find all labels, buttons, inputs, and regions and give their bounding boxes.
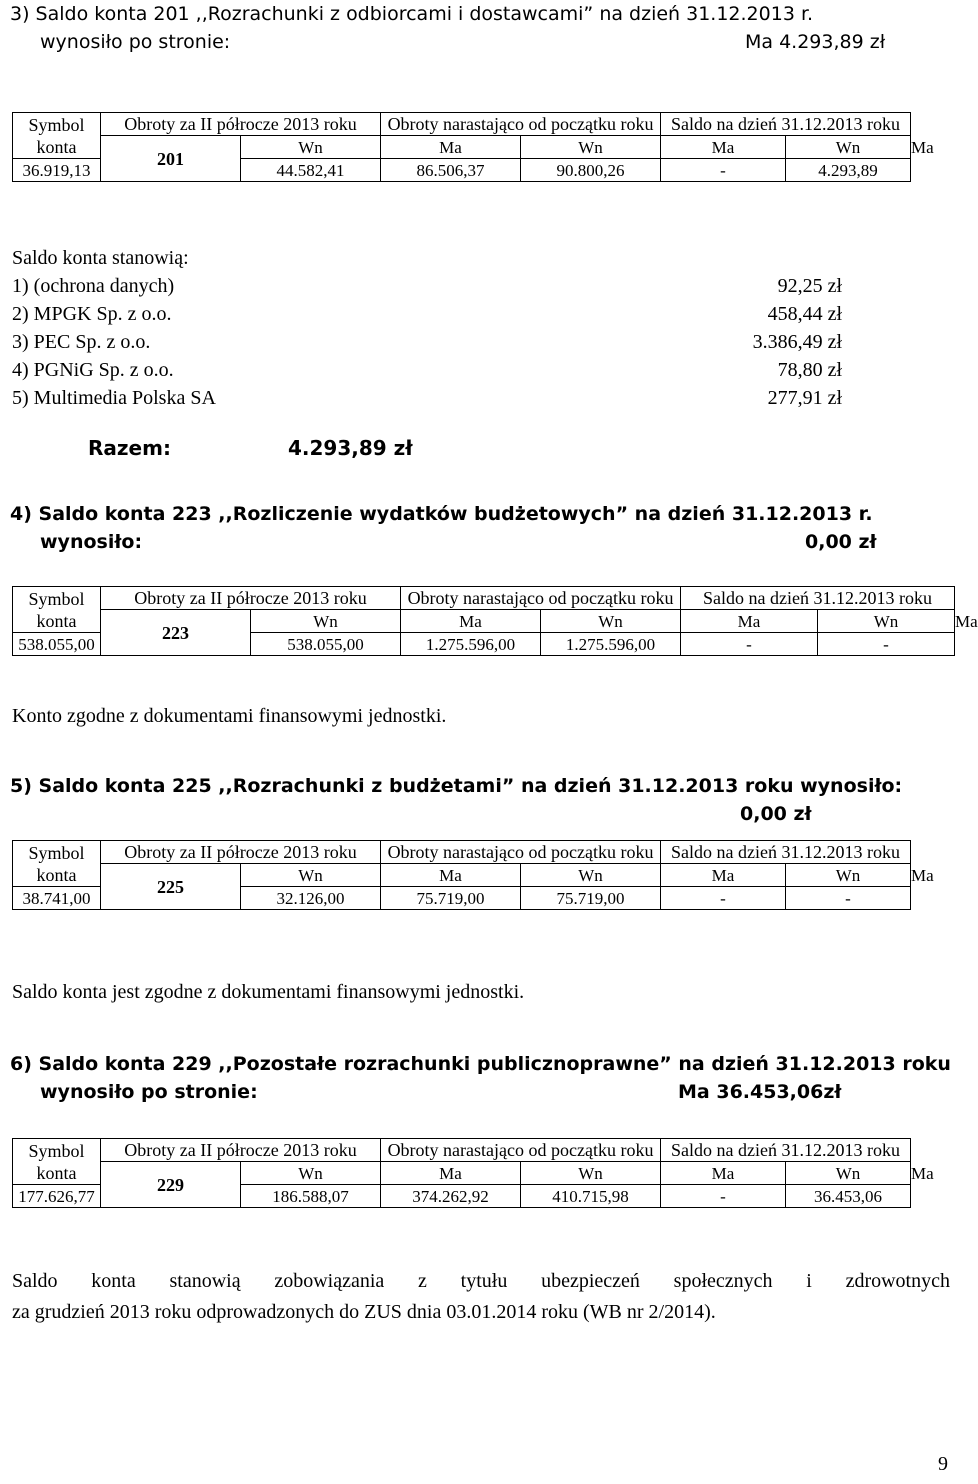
sub-header-ma: Ma	[381, 1162, 521, 1185]
sub-header-wn: Wn	[818, 610, 955, 633]
table-account-223: Symbol konta Obroty za II półrocze 2013 roku Obroty narastająco od początku roku Saldo na dzień 31.12.2013 roku 223 Wn Ma Wn Ma Wn Ma 538.055,00 538.055,00 1.275.596,00 1.275.596,00 - -	[12, 586, 955, 656]
section-6-heading-line2	[10, 1078, 950, 1106]
section-4-heading-right: 0,00 zł	[805, 531, 877, 553]
list-item-amount: 458,44 zł	[767, 303, 842, 325]
sub-header-wn: Wn	[521, 864, 661, 887]
value-cell: -	[786, 887, 911, 910]
table-account-201: Symbol konta Obroty za II półrocze 2013 roku Obroty narastająco od początku roku Saldo na dzień 31.12.2013 roku 201 Wn Ma Wn Ma Wn Ma 36.919,13 44.582,41 86.506,37 90.800,26 - 4.293,89	[12, 112, 911, 182]
value-cell: -	[818, 633, 955, 656]
section-6-heading-right: Ma 36.453,06zł	[678, 1081, 842, 1103]
table-account-229: Symbol konta Obroty za II półrocze 2013 roku Obroty narastająco od początku roku Saldo na dzień 31.12.2013 roku 229 Wn Ma Wn Ma Wn Ma 177.626,77 186.588,07 374.262,92 410.715,98 - 36.453,06	[12, 1138, 911, 1208]
list-item-amount: 3.386,49 zł	[752, 331, 842, 353]
sub-header-wn: Wn	[521, 136, 661, 159]
value-cell: 186.588,07	[241, 1185, 381, 1208]
sub-header-ma: Ma	[661, 864, 786, 887]
list-item-name: 1) (ochrona danych)	[12, 275, 175, 297]
section-3-heading: 3) Saldo konta 201 ,,Rozrachunki z odbiorcami i dostawcami” na dzień 31.12.2013 r.	[10, 3, 814, 25]
section-4-note: Konto zgodne z dokumentami finansowymi jednostki.	[12, 705, 447, 727]
list-item-amount: 78,80 zł	[777, 359, 842, 381]
table-account-225: Symbol konta Obroty za II półrocze 2013 roku Obroty narastająco od początku roku Saldo na dzień 31.12.2013 roku 225 Wn Ma Wn Ma Wn Ma 38.741,00 32.126,00 75.719,00 75.719,00 - -	[12, 840, 911, 910]
value-cell: 75.719,00	[381, 887, 521, 910]
list-item-name: 5) Multimedia Polska SA	[12, 387, 216, 409]
saldo-intro: Saldo konta stanowią:	[12, 247, 189, 269]
list-item-name: 2) MPGK Sp. z o.o.	[12, 303, 172, 325]
list-item-amount: 92,25 zł	[777, 275, 842, 297]
sub-header-ma: Ma	[401, 610, 541, 633]
col-group-obroty-narastajaco: Obroty narastająco od początku roku	[401, 587, 681, 610]
col-group-saldo: Saldo na dzień 31.12.2013 roku	[681, 587, 955, 610]
value-cell: 538.055,00	[251, 633, 401, 656]
value-cell: 4.293,89	[786, 159, 911, 182]
sub-header-wn: Wn	[786, 136, 911, 159]
section-4-heading-line2	[10, 528, 950, 556]
list-item-name: 4) PGNiG Sp. z o.o.	[12, 359, 174, 381]
value-cell: 32.126,00	[241, 887, 381, 910]
section-5-note: Saldo konta jest zgodne z dokumentami finansowymi jednostki.	[12, 981, 525, 1003]
value-cell: 538.055,00	[13, 633, 101, 656]
section-4-heading: 4) Saldo konta 223 ,,Rozliczenie wydatków budżetowych” na dzień 31.12.2013 r.	[10, 503, 873, 525]
symbol-konta-header: Symbol konta	[13, 841, 101, 887]
value-cell: 177.626,77	[13, 1185, 101, 1208]
section-5-heading-line2	[10, 800, 950, 828]
section-5	[10, 772, 950, 828]
value-cell: 374.262,92	[381, 1185, 521, 1208]
section-3	[10, 0, 950, 56]
page-number: 9	[938, 1453, 948, 1475]
col-group-obroty-polrocze: Obroty za II półrocze 2013 roku	[101, 1139, 381, 1162]
sub-header-wn: Wn	[241, 1162, 381, 1185]
sub-header-ma: Ma	[381, 136, 521, 159]
col-group-obroty-polrocze: Obroty za II półrocze 2013 roku	[101, 587, 401, 610]
section-6-note-line2: za grudzień 2013 roku odprowadzonych do ZUS dnia 03.01.2014 roku (WB nr 2/2014).	[12, 1301, 716, 1323]
value-cell: -	[661, 1185, 786, 1208]
value-cell: -	[681, 633, 818, 656]
section-3-heading-line2	[10, 28, 950, 56]
section-5-heading-right: 0,00 zł	[740, 803, 812, 825]
value-cell: 410.715,98	[521, 1185, 661, 1208]
section-6-heading: 6) Saldo konta 229 ,,Pozostałe rozrachunki publicznoprawne” na dzień 31.12.2013 roku	[10, 1053, 951, 1075]
value-cell: 1.275.596,00	[401, 633, 541, 656]
value-cell: 86.506,37	[381, 159, 521, 182]
section-5-heading: 5) Saldo konta 225 ,,Rozrachunki z budżetami” na dzień 31.12.2013 roku wynosiło:	[10, 775, 903, 797]
col-group-obroty-narastajaco: Obroty narastająco od początku roku	[381, 1139, 661, 1162]
account-number: 201	[101, 136, 241, 182]
sub-header-wn: Wn	[541, 610, 681, 633]
section-3-heading-left: wynosiło po stronie:	[40, 31, 231, 53]
razem-label: Razem:	[88, 436, 171, 460]
sub-header-wn: Wn	[251, 610, 401, 633]
col-group-obroty-narastajaco: Obroty narastająco od początku roku	[381, 113, 661, 136]
value-cell: 44.582,41	[241, 159, 381, 182]
account-number: 225	[101, 864, 241, 910]
sub-header-wn: Wn	[241, 136, 381, 159]
list-item	[12, 272, 872, 300]
list-item-name: 3) PEC Sp. z o.o.	[12, 331, 151, 353]
list-item-amount: 277,91 zł	[767, 387, 842, 409]
symbol-konta-header: Symbol konta	[13, 113, 101, 159]
value-cell: 38.741,00	[13, 887, 101, 910]
value-cell: 36.453,06	[786, 1185, 911, 1208]
sub-header-wn: Wn	[786, 864, 911, 887]
value-cell: 90.800,26	[521, 159, 661, 182]
value-cell: 75.719,00	[521, 887, 661, 910]
symbol-konta-header: Symbol konta	[13, 1139, 101, 1185]
razem-value: 4.293,89 zł	[288, 436, 413, 460]
section-6	[10, 1050, 950, 1106]
list-item	[12, 384, 872, 412]
list-item	[12, 300, 872, 328]
section-4-heading-left: wynosiło:	[40, 531, 143, 553]
value-cell: -	[661, 159, 786, 182]
col-group-saldo: Saldo na dzień 31.12.2013 roku	[661, 113, 911, 136]
list-item	[12, 328, 872, 356]
col-group-obroty-narastajaco: Obroty narastająco od początku roku	[381, 841, 661, 864]
list-item	[12, 356, 872, 384]
col-group-obroty-polrocze: Obroty za II półrocze 2013 roku	[101, 113, 381, 136]
section-6-heading-left: wynosiło po stronie:	[40, 1081, 258, 1103]
sub-header-ma: Ma	[661, 1162, 786, 1185]
col-group-saldo: Saldo na dzień 31.12.2013 roku	[661, 841, 911, 864]
sub-header-ma: Ma	[661, 136, 786, 159]
section-4	[10, 500, 950, 556]
account-number: 229	[101, 1162, 241, 1208]
section-6-note-line1: Saldo konta stanowią zobowiązania z tytułu ubezpieczeń społecznych i zdrowotnych	[12, 1270, 950, 1292]
col-group-saldo: Saldo na dzień 31.12.2013 roku	[661, 1139, 911, 1162]
sub-header-wn: Wn	[241, 864, 381, 887]
symbol-konta-header: Symbol konta	[13, 587, 101, 633]
sub-header-wn: Wn	[521, 1162, 661, 1185]
value-cell: 1.275.596,00	[541, 633, 681, 656]
account-number: 223	[101, 610, 251, 656]
col-group-obroty-polrocze: Obroty za II półrocze 2013 roku	[101, 841, 381, 864]
sub-header-wn: Wn	[786, 1162, 911, 1185]
sub-header-ma: Ma	[381, 864, 521, 887]
section-3-heading-right: Ma 4.293,89 zł	[745, 31, 886, 53]
value-cell: 36.919,13	[13, 159, 101, 182]
sub-header-ma: Ma	[681, 610, 818, 633]
value-cell: -	[661, 887, 786, 910]
